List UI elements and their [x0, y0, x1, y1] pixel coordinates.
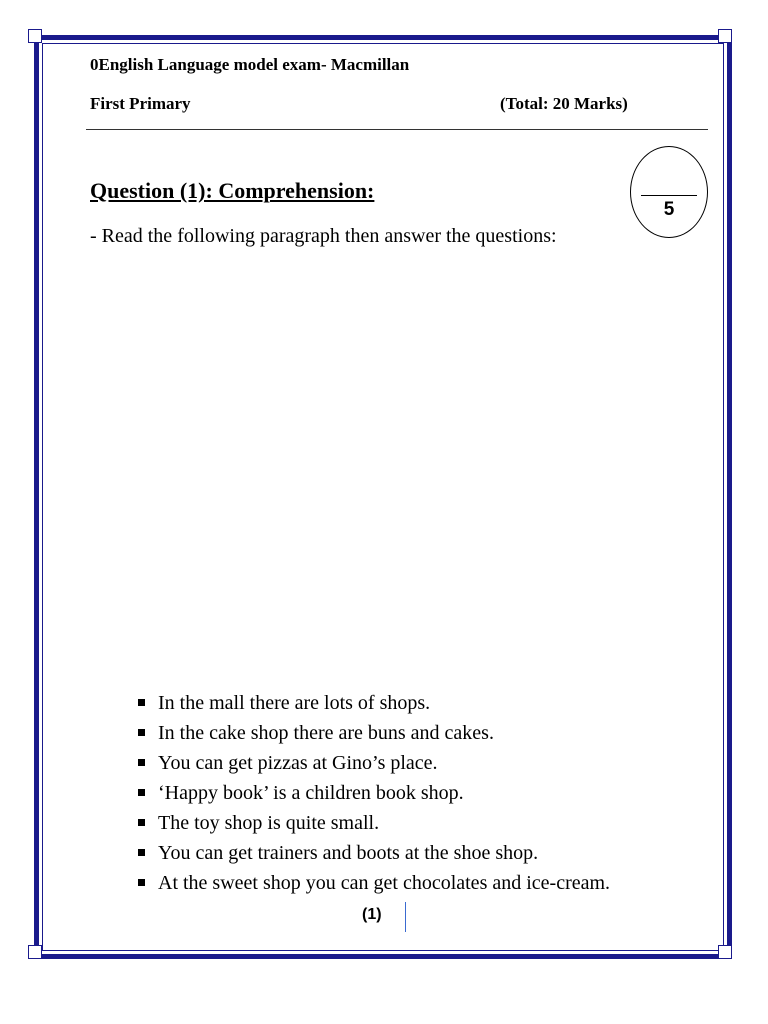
list-item: [136, 808, 610, 838]
bullet-square-icon: [138, 729, 145, 736]
list-item: [136, 778, 610, 808]
list-item-text: The toy shop is quite small.: [158, 812, 380, 834]
bullet-square-icon: [138, 759, 145, 766]
list-item-text: In the cake shop there are buns and cakes.: [158, 722, 494, 744]
question-instruction: - Read the following paragraph then answer the questions:: [90, 225, 557, 247]
list-item: [136, 868, 610, 898]
corner-ornament-bottom-right: [718, 945, 732, 959]
bullet-square-icon: [138, 789, 145, 796]
list-item: [136, 838, 610, 868]
bullet-square-icon: [138, 819, 145, 826]
bullet-square-icon: [138, 699, 145, 706]
list-item-text: At the sweet shop you can get chocolates and ice-cream.: [158, 872, 611, 894]
bullet-square-icon: [138, 849, 145, 856]
list-item: [136, 718, 610, 748]
mark-line: [641, 195, 697, 196]
list-item-text: You can get trainers and boots at the shoe shop.: [158, 842, 539, 864]
question-title: Question (1): Comprehension:: [90, 178, 375, 203]
list-item: [136, 688, 610, 718]
exam-title: 0English Language model exam- Macmillan: [90, 55, 410, 74]
list-item-text: ‘Happy book’ is a children book shop.: [158, 782, 464, 804]
corner-ornament-bottom-left: [28, 945, 42, 959]
list-item: [136, 748, 610, 778]
grade-label: First Primary: [90, 94, 191, 113]
paragraph-list: [136, 688, 610, 898]
total-marks: (Total: 20 Marks): [500, 94, 628, 113]
header-divider: [86, 129, 708, 130]
mark-value: 5: [663, 199, 675, 220]
text-cursor: [405, 902, 406, 932]
bullet-square-icon: [138, 879, 145, 886]
corner-ornament-top-right: [718, 29, 732, 43]
list-item-text: In the mall there are lots of shops.: [158, 692, 431, 714]
list-item-text: You can get pizzas at Gino’s place.: [158, 752, 438, 774]
page-number: (1): [362, 906, 382, 923]
mark-circle: [630, 146, 708, 238]
corner-ornament-top-left: [28, 29, 42, 43]
